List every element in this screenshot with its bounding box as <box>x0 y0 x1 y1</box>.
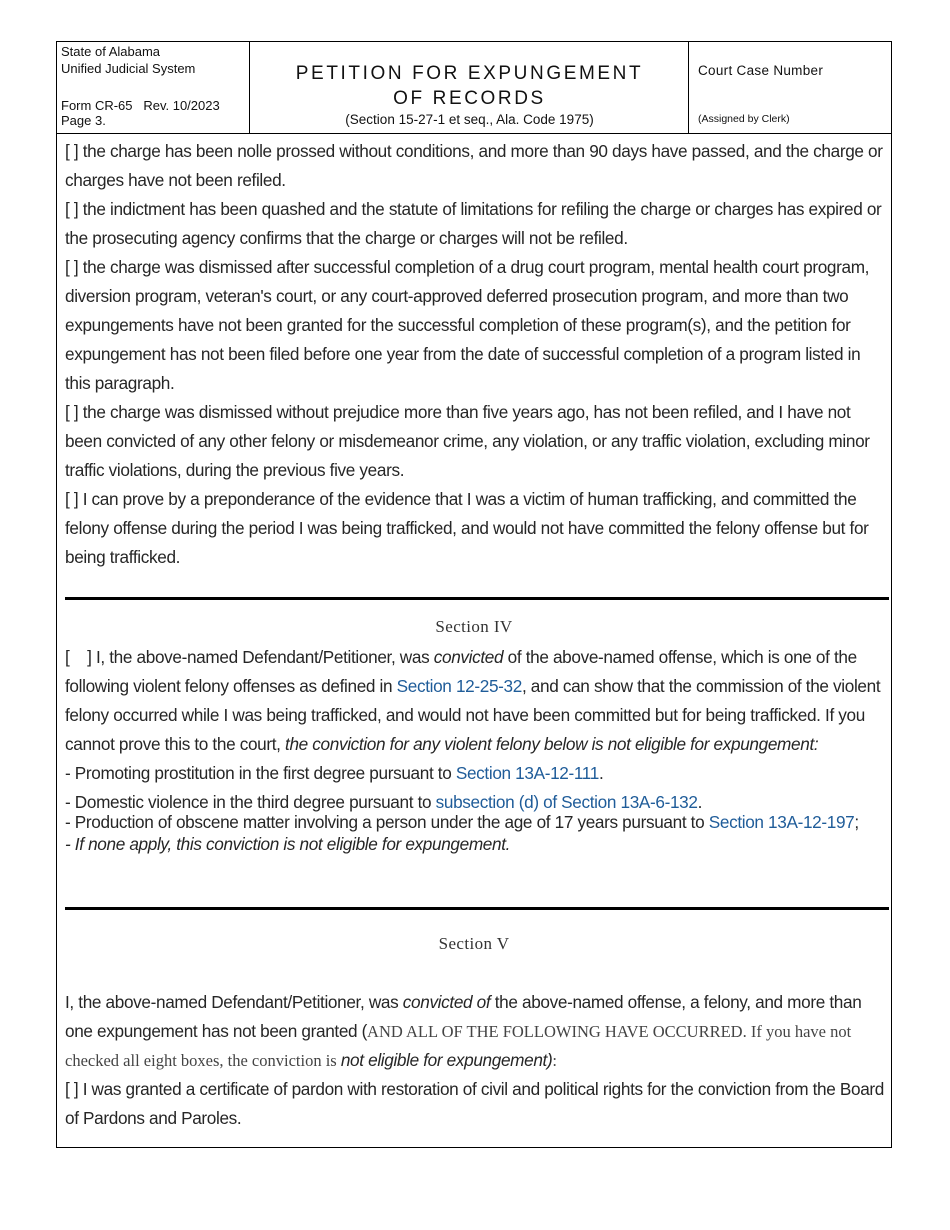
header-title-block <box>251 42 689 133</box>
checkbox-item-program-completion[interactable]: [ ] the charge was dismissed after successful completion of a drug court program, mental health court program, diversion program, veteran's court, or any court-approved deferred prosecution program, and more than two expungements have not been granted for the successful completion of these program(s), and the petition for expungement has not been filed before one year from the date of successful completion of a program listed in this paragraph. <box>65 257 870 393</box>
state-name: State of Alabama <box>61 44 161 59</box>
checkbox-item-nolle-prossed[interactable]: [ ] the charge has been nolle prossed without conditions, and more than 90 days have passed, and the charge or charges have not been refiled. <box>65 141 883 190</box>
section3-items <box>65 137 887 572</box>
header-agency-block <box>57 42 250 133</box>
form-title: PETITION FOR EXPUNGEMENT OF RECORDS <box>295 63 644 109</box>
link-section-13a-12-197[interactable]: Section 13A-12-197 <box>708 812 855 832</box>
link-section-13a-12-111[interactable]: Section 13A-12-111 <box>455 763 599 783</box>
offense-item-prostitution: - Promoting prostitution in the first degree pursuant to Section 13A-12-111. <box>65 763 604 783</box>
case-number-label: Court Case Number <box>698 63 824 78</box>
link-section-13a-6-132[interactable]: subsection (d) of Section 13A-6-132 <box>435 792 698 812</box>
section5-title: Section V <box>438 934 510 953</box>
checkbox-item-pardon[interactable]: [ ] I was granted a certificate of pardon with restoration of civil and political rights for the conviction from the Board of Pardons and Paroles. <box>65 1079 885 1128</box>
checkbox-item-dismissed-without-prejudice[interactable]: [ ] the charge was dismissed without prejudice more than five years ago, has not been refiled, and I have not been convicted of any other felony or misdemeanor crime, any violation, or any traffic violation, excluding minor traffic violations, during the previous five years. <box>65 402 870 480</box>
system-name: Unified Judicial System <box>61 61 196 76</box>
checkbox-item-indictment-quashed[interactable]: [ ] the indictment has been quashed and the statute of limitations for refiling the charge or charges has expired or the prosecuting agency confirms that the charge or charges will not be refiled. <box>65 199 882 248</box>
checkbox-item-human-trafficking[interactable]: [ ] I can prove by a preponderance of the evidence that I was a victim of human trafficking, and committed the felony offense during the period I was being trafficked, and would not have committed the felony offense but for being trafficked. <box>65 489 869 567</box>
section-divider <box>65 907 889 910</box>
page-number: Page 3. <box>61 113 106 128</box>
expungement-petition-form <box>56 41 892 1148</box>
section-divider <box>65 597 889 600</box>
form-subtitle: (Section 15-27-1 et seq., Ala. Code 1975) <box>345 112 594 127</box>
offense-item-domestic-violence: - Domestic violence in the third degree pursuant to subsection (d) of Section 13A-6-132. <box>65 792 703 812</box>
section4-checkbox-item[interactable]: [ ] I, the above-named Defendant/Petitioner, was convicted of the above-named offense, which is one of the following violent felony offenses as defined in Section 12-25-32, and can show that the commission of the violent felony occurred while I was being trafficked, and would not have been committed but for being trafficked. If you cannot prove this to the court, the conviction for any violent felony below is not eligible for expungement: <box>65 647 881 754</box>
offense-item-obscene-matter: - Production of obscene matter involving a person under the age of 17 years pursuant to Section 13A-12-197; <box>65 812 859 832</box>
assigned-by-clerk-label: (Assigned by Clerk) <box>698 113 790 125</box>
section5-body <box>65 988 887 1133</box>
form-id: Form CR-65 Rev. 10/2023 <box>61 98 220 113</box>
section4-body <box>65 643 887 855</box>
form-header <box>57 42 891 134</box>
header-case-block <box>690 42 891 133</box>
link-section-12-25-32[interactable]: Section 12-25-32 <box>396 676 522 696</box>
section5-intro: I, the above-named Defendant/Petitioner, was convicted of the above-named offense, a felony, and more than one expungement has not been granted (AND ALL OF THE FOLLOWING HAVE OCCURRED. If you have not checked all eight boxes, the conviction is not eligible for expungement): <box>65 992 862 1070</box>
ineligibility-note: - If none apply, this conviction is not eligible for expungement. <box>65 834 511 854</box>
section4-title: Section IV <box>435 617 513 636</box>
